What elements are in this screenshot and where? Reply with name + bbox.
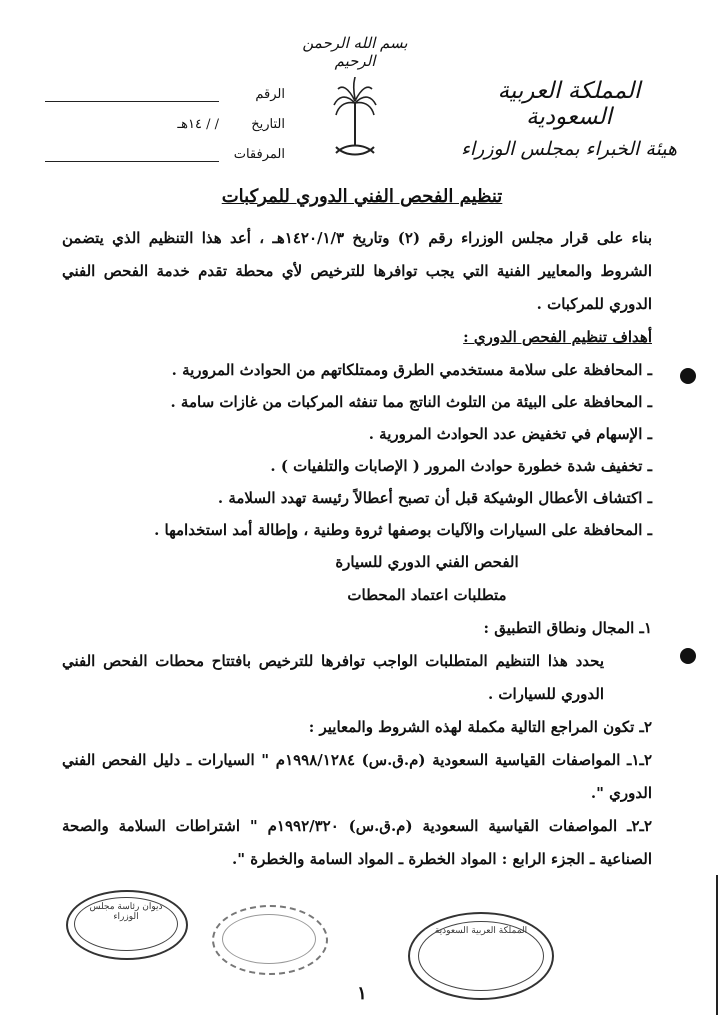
- list-item: ـ المحافظة على سلامة مستخدمي الطرق وممتلكاتهم من الحوادث المرورية .: [171, 361, 652, 379]
- scan-edge: [716, 875, 718, 1015]
- seal-stamp-middle: [212, 905, 328, 975]
- date-value: / / ١٤هـ: [177, 117, 219, 132]
- bullet-dot-icon: [680, 368, 696, 384]
- document-body: [62, 222, 652, 876]
- intro-paragraph: بناء على قرار مجلس الوزراء رقم (٢) وتاريخ ١٤٢٠/١/٣هـ ، أعد هذا التنظيم الذي يتضمن الشروط والمعايير الفنية التي يجب توافرها للترخيص لأي محطة تقدم خدمة الفحص الفني الدوري للمركبات .: [62, 229, 652, 313]
- stamp-left-text: ديوان رئاسة مجلس الوزراء: [89, 902, 163, 922]
- reference-label: الرقم: [255, 87, 285, 102]
- reference-block: [45, 72, 285, 162]
- attachments-label: المرفقات: [233, 147, 285, 162]
- references-heading: ٢ـ تكون المراجع التالية مكملة لهذه الشروط والمعايير :: [308, 718, 652, 736]
- goals-heading: أهداف تنظيم الفحص الدوري :: [463, 328, 652, 346]
- scope-heading: ١ـ المجال ونطاق التطبيق :: [483, 619, 652, 637]
- scope-paragraph: يحدد هذا التنظيم المتطلبات الواجب توافرها للترخيص بافتتاح محطات الفحص الفني الدوري للسيارات .: [62, 652, 604, 703]
- page-number: ١: [357, 983, 367, 1004]
- bullet-dot-icon: [680, 648, 696, 664]
- seal-stamp-left: [66, 890, 188, 960]
- subtitle-inspection: الفحص الفني الدوري للسيارة: [335, 553, 519, 571]
- stamp-right-text: المملكة العربية السعودية: [434, 926, 528, 936]
- document-title: تنظيم الفحص الفني الدوري للمركبات: [221, 186, 503, 207]
- letterhead: [454, 78, 684, 160]
- authority-name: هيئة الخبراء بمجلس الوزراء: [460, 138, 678, 160]
- date-label: التاريخ: [251, 117, 285, 132]
- goals-list: [62, 354, 652, 546]
- list-item: ـ الإسهام في تخفيض عدد الحوادث المرورية .: [368, 425, 652, 443]
- reference-item: ٢ـ٢ـ المواصفات القياسية السعودية (م.ق.س) ١٩٩٢/٣٢٠م " اشتراطات السلامة والصحة الصناعية ـ الجزء الرابع : المواد الخطرة ـ المواد السامة والخطرة ".: [62, 817, 652, 868]
- basmala: بسم الله الرحمن الرحيم: [302, 34, 408, 70]
- subtitle-requirements: متطلبات اعتماد المحطات: [347, 586, 507, 604]
- list-item: ـ تخفيف شدة خطورة حوادث المرور ( الإصابات والتلفيات ) .: [270, 457, 652, 475]
- kingdom-name: المملكة العربية السعودية: [497, 78, 641, 130]
- list-item: ـ المحافظة على السيارات والآليات بوصفها ثروة وطنية ، وإطالة أمد استخدامها .: [154, 521, 652, 539]
- palm-swords-emblem-icon: [330, 75, 380, 165]
- list-item: ـ اكتشاف الأعطال الوشيكة قبل أن تصبح أعطالاً رئيسة تهدد السلامة .: [217, 489, 652, 507]
- list-item: ـ المحافظة على البيئة من التلوث الناتج مما تنفثه المركبات من غازات سامة .: [170, 393, 652, 411]
- reference-item: ٢ـ١ـ المواصفات القياسية السعودية (م.ق.س) ١٩٩٨/١٢٨٤م " السيارات ـ دليل الفحص الفني الدوري ".: [62, 751, 652, 802]
- attachments-line: [45, 147, 219, 162]
- reference-line: [45, 87, 219, 102]
